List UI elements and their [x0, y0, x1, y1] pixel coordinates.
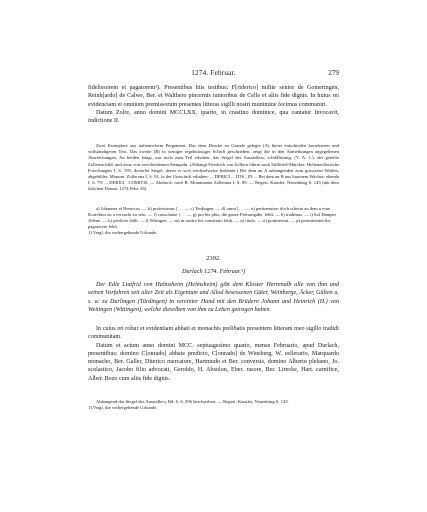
footnote-1: 1) Vergl. die vorhergehende Urkunde. — [88, 230, 158, 235]
variant-footnotes: a) Johannes et Henricus. — b) professimus [. . . — c) Terdingen. — d) omni [. . . — e) pertinentiae; doch scheint an dem u eine Korrektur zu a versucht zu sein. — f) consolaiue [. . . — g) pro his plus, die ganze Preisangabe, fehlt. — h) tradimus. — i) Sol Damper Allene. — k) predicte fehlt. — l) Witingen. — m) in nostro his constituto fehlt. — n) titulo. — o) potimerunt. — p) premittentes his pagatorem fehlt. — [88, 206, 337, 229]
dating-clause: Datum Zolre, anno domini MCCLXX. quarto, in crastino dominice, qua cantatur Invocavit, indictione II. — [88, 109, 339, 125]
archival-notes-2392 — [88, 399, 339, 411]
seal-note: Abhangend das Siegel des Ausstellers, Bd. 6, S. 296 beschrieben. — Regest: Kausler, Neuenbürg S. 143. — [96, 399, 289, 404]
page-header — [88, 69, 339, 81]
body-paragraph: fidelissorem et pagatorem¹). Presentibus hiis testibus: F[riderico] milite senior de Gomeringen, Reinh[ardo] de Calwe, Ber. et Waltherо pincernis iunioribus de Celle et aliis fide dignis. In huius rei evidenciam et omnium premissorum presentes litteras sigilli nostri munimine fecimus communiri. — [88, 85, 339, 108]
regest-summary — [88, 281, 339, 314]
corroboration-paragraph: In cuius rei robur et evidentiam abbati et monachis prelibatis presentem litteram meo sigillo tradidi communitam. — [88, 326, 339, 341]
footnotes-2391 — [88, 206, 339, 236]
document-number: 2392. — [206, 255, 221, 262]
running-title: 1274. Februar. — [191, 69, 236, 77]
footnote-1-2392: 1) Vergl. die vorhergehende Urkunde. — [88, 405, 158, 410]
page-number: 279 — [328, 69, 339, 77]
charter-text-2392 — [88, 325, 339, 383]
charter-text-2391 — [88, 84, 339, 125]
summary-paragraph: Der Edle Liutfrid von Halmsheim (Helmsheim) gibt dem Kloster Herrenalb alle von ihm und seinen Vorfahren seit alter Zeit als Eigentum und Allod besessenen Güter, Weinberge, Äcker, Gülten u. s. w. zu Durlingen (Türdingen) in vereinter Hand mit den Brüdern Johann und Heinrich (H.) von Weitingen (Wittingen), welche dieselben von ihm zu Lehen getragen haben. — [88, 282, 339, 313]
archival-notes-2391 — [88, 143, 339, 193]
dating-witnesses-paragraph: Datum et actum anno domini MCC. septuagesimo quarto, mense Februario, apud Durlach, presentibus: domino C[onrado] abbate predicto, C[onrado] de Winsberg, W. cellerario, Marquardo monacho, Ber. Galler, Diterico mercatore, Hartmudo et Ber. conversis, domino Alberto plebano, Jo. scolastico, Jacobo filio advocati, Geroldo, H. Absolon, Eber. rasore, Ber. Lirecke, Hart. carnifice, Alber. Bozo cum aliis fide dignis. — [88, 342, 339, 382]
place-date: Durlach 1274. Februar.¹) — [181, 268, 246, 275]
notes-paragraph: Zwei Exemplare aus italienischem Pergament. Das dem Drucke zu Grunde gelegte (A) bietet entschieden korrekteren und vollständigeren Text. Das zweite (B) in weniger regelmässiger Schrift geschrieben, zeigt die in den Anmerkungen angegebenen Abweichungen. An beiden hängt, nur noch zum Teil erhalten, das Siegel des Ausstellers, schildförmig. (V. A. 1.): der geteilte Zollernschild, und zwar von verschiedenem Stempeln. (Abhängt Friedrich von Zollern führte nach Stillfried-Märcker, Hohenzollerische Forschungen I, S. 195, dreierlei Siegel, deren er sich wechselweise bediente.) Bei dem an A anhangenden zum grösseren Waffen, abgebildet: Monum. Zollerana I, S. 91, in der Umschrift erhalten: ... DERICI ... ITIS . IN ... Bei dem an B aus braunem Wachse, ebenda I, S. 79: ... DERICI . COMITIS. — Abdruck: nach B: Monumenta Zollerana I, S. 89. — Regest: Kausler, Neuenbürg S. 143 (mit dem falschen Datum: 1274 Febr. 26). — [88, 143, 339, 192]
